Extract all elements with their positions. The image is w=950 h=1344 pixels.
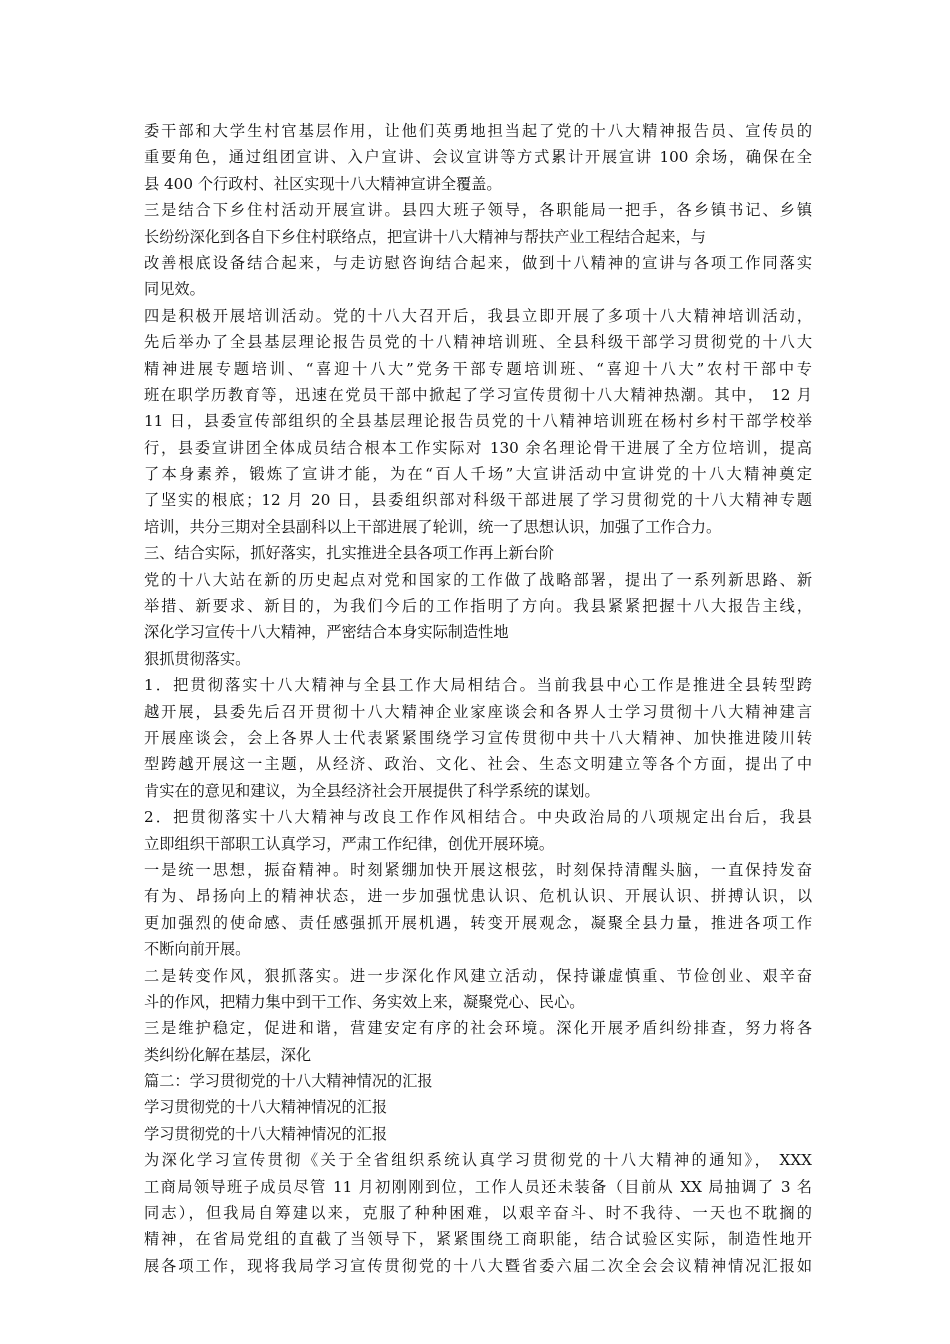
text-line: 1．把贯彻落实十八大精神与全县工作大局相结合。当前我县中心工作是推进全县转型跨 — [144, 676, 812, 695]
text-line: 有为、昂扬向上的精神状态，进一步加强忧患认识、危机认识、开展认识、拼搏认识，以 — [144, 887, 812, 906]
text-line: 举措、新要求、新目的，为我们今后的工作指明了方向。我县紧紧把握十八大报告主线， — [144, 597, 812, 616]
text-line: 工商局领导班子成员尽管 11 月初刚刚到位，工作人员还未装备（目前从 XX 局抽调了 3 名 — [144, 1177, 812, 1196]
text-line: 改善根底设备结合起来，与走访慰咨询结合起来，做到十八精神的宣讲与各项工作同落实 — [144, 253, 812, 272]
text-line: 11 日，县委宣传部组织的全县基层理论报告员党的十八精神培训班在杨村乡村干部学校举 — [144, 412, 812, 431]
text-line: 重要角色，通过组团宣讲、入户宣讲、会议宣讲等方式累计开展宣讲 100 余场，确保在全 — [144, 148, 812, 167]
text-line: 长纷纷深化到各自下乡住村联络点，把宣讲十八大精神与帮扶产业工程结合起来，与 — [144, 227, 706, 246]
text-line: 不断向前开展。 — [144, 940, 251, 959]
text-line: 班在职学历教育等，迅速在党员干部中掀起了学习宣传贯彻十八大精神热潮。其中， 12 月 — [144, 385, 812, 404]
text-line: 展各项工作，现将我局学习宣传贯彻党的十八大暨省委六届二次全会会议精神情况汇报如 — [144, 1256, 812, 1275]
text-line: 县 400 个行政村、社区实现十八大精神宣讲全覆盖。 — [144, 174, 502, 193]
text-line: 同志），但我局自筹建以来，克服了种种困难，以艰辛奋斗、时不我待、一天也不耽搁的 — [144, 1204, 812, 1223]
text-line: 四是积极开展培训活动。党的十八大召开后，我县立即开展了多项十八大精神培训活动， — [144, 306, 812, 325]
text-line: 篇二：学习贯彻党的十八大精神情况的汇报 — [144, 1072, 433, 1091]
text-line: 为深化学习宣传贯彻《关于全省组织系统认真学习贯彻党的十八大精神的通知》， XXX — [144, 1151, 812, 1170]
text-line: 一是统一思想，振奋精神。时刻紧绷加快开展这根弦，时刻保持清醒头脑，一直保持发奋 — [144, 860, 812, 879]
text-line: 立即组织干部职工认真学习，严肃工作纪律，创优开展环境。 — [144, 834, 555, 853]
text-line: 三、结合实际，抓好落实，扎实推进全县各项工作再上新台阶 — [144, 544, 555, 563]
document-body — [144, 118, 812, 1279]
text-line: 精神，在省局党组的直截了当领导下，紧紧围绕工商职能，结合试验区实际，制造性地开 — [144, 1230, 812, 1249]
text-line: 学习贯彻党的十八大精神情况的汇报 — [144, 1124, 387, 1143]
text-line: 三是维护稳定，促进和谐，营建安定有序的社会环境。深化开展矛盾纠纷排查，努力将各 — [144, 1019, 812, 1038]
text-line: 行，县委宣讲团全体成员结合根本工作实际对 130 余名理论骨干进展了全方位培训，提高 — [144, 438, 812, 457]
text-line: 2．把贯彻落实十八大精神与改良工作作风相结合。中央政治局的八项规定出台后，我县 — [144, 808, 812, 827]
text-line: 斗的作风，把精力集中到干工作、务实效上来，凝聚党心、民心。 — [144, 992, 585, 1011]
text-line: 学习贯彻党的十八大精神情况的汇报 — [144, 1098, 387, 1117]
text-line: 狠抓贯彻落实。 — [144, 649, 251, 668]
text-line: 型跨越开展这一主题，从经济、政治、文化、社会、生态文明建立等各个方面，提出了中 — [144, 755, 812, 774]
text-line: 先后举办了全县基层理论报告员党的十八精神培训班、全县科级干部学习贯彻党的十八大 — [144, 333, 812, 352]
text-line: 类纠纷化解在基层，深化 — [144, 1045, 312, 1064]
text-line: 了本身素养，锻炼了宣讲才能，为在“百人千场”大宣讲活动中宣讲党的十八大精神奠定 — [144, 465, 812, 484]
text-line: 三是结合下乡住村活动开展宣讲。县四大班子领导，各职能局一把手，各乡镇书记、乡镇 — [144, 201, 812, 220]
text-line: 培训，共分三期对全县副科以上干部进展了轮训，统一了思想认识，加强了工作合力。 — [144, 517, 722, 536]
text-line: 精神进展专题培训、“喜迎十八大”党务干部专题培训班、“喜迎十八大”农村干部中专 — [144, 359, 812, 378]
text-line: 委干部和大学生村官基层作用，让他们英勇地担当起了党的十八大精神报告员、宣传员的 — [144, 122, 812, 140]
text-line: 肯实在的意见和建议，为全县经济社会开展提供了科学系统的谋划。 — [144, 781, 600, 800]
text-line: 同见效。 — [144, 280, 205, 299]
text-line: 深化学习宣传十八大精神，严密结合本身实际制造性地 — [144, 623, 509, 642]
text-line: 开展座谈会，会上各界人士代表紧紧围绕学习宣传贯彻中共十八大精神、加快推进陵川转 — [144, 728, 812, 747]
text-line: 党的十八大站在新的历史起点对党和国家的工作做了战略部署，提出了一系列新思路、新 — [144, 570, 812, 589]
text-line: 越开展，县委先后召开贯彻十八大精神企业家座谈会和各界人士学习贯彻十八大精神建言 — [144, 702, 812, 721]
text-line: 二是转变作风，狠抓落实。进一步深化作风建立活动，保持谦虚慎重、节俭创业、艰辛奋 — [144, 966, 812, 985]
text-line: 了坚实的根底；12 月 20 日，县委组织部对科级干部进展了学习贯彻党的十八大精神专题 — [144, 491, 812, 510]
text-line: 更加强烈的使命感、责任感强抓开展机遇，转变开展观念，凝聚全县力量，推进各项工作 — [144, 913, 812, 932]
